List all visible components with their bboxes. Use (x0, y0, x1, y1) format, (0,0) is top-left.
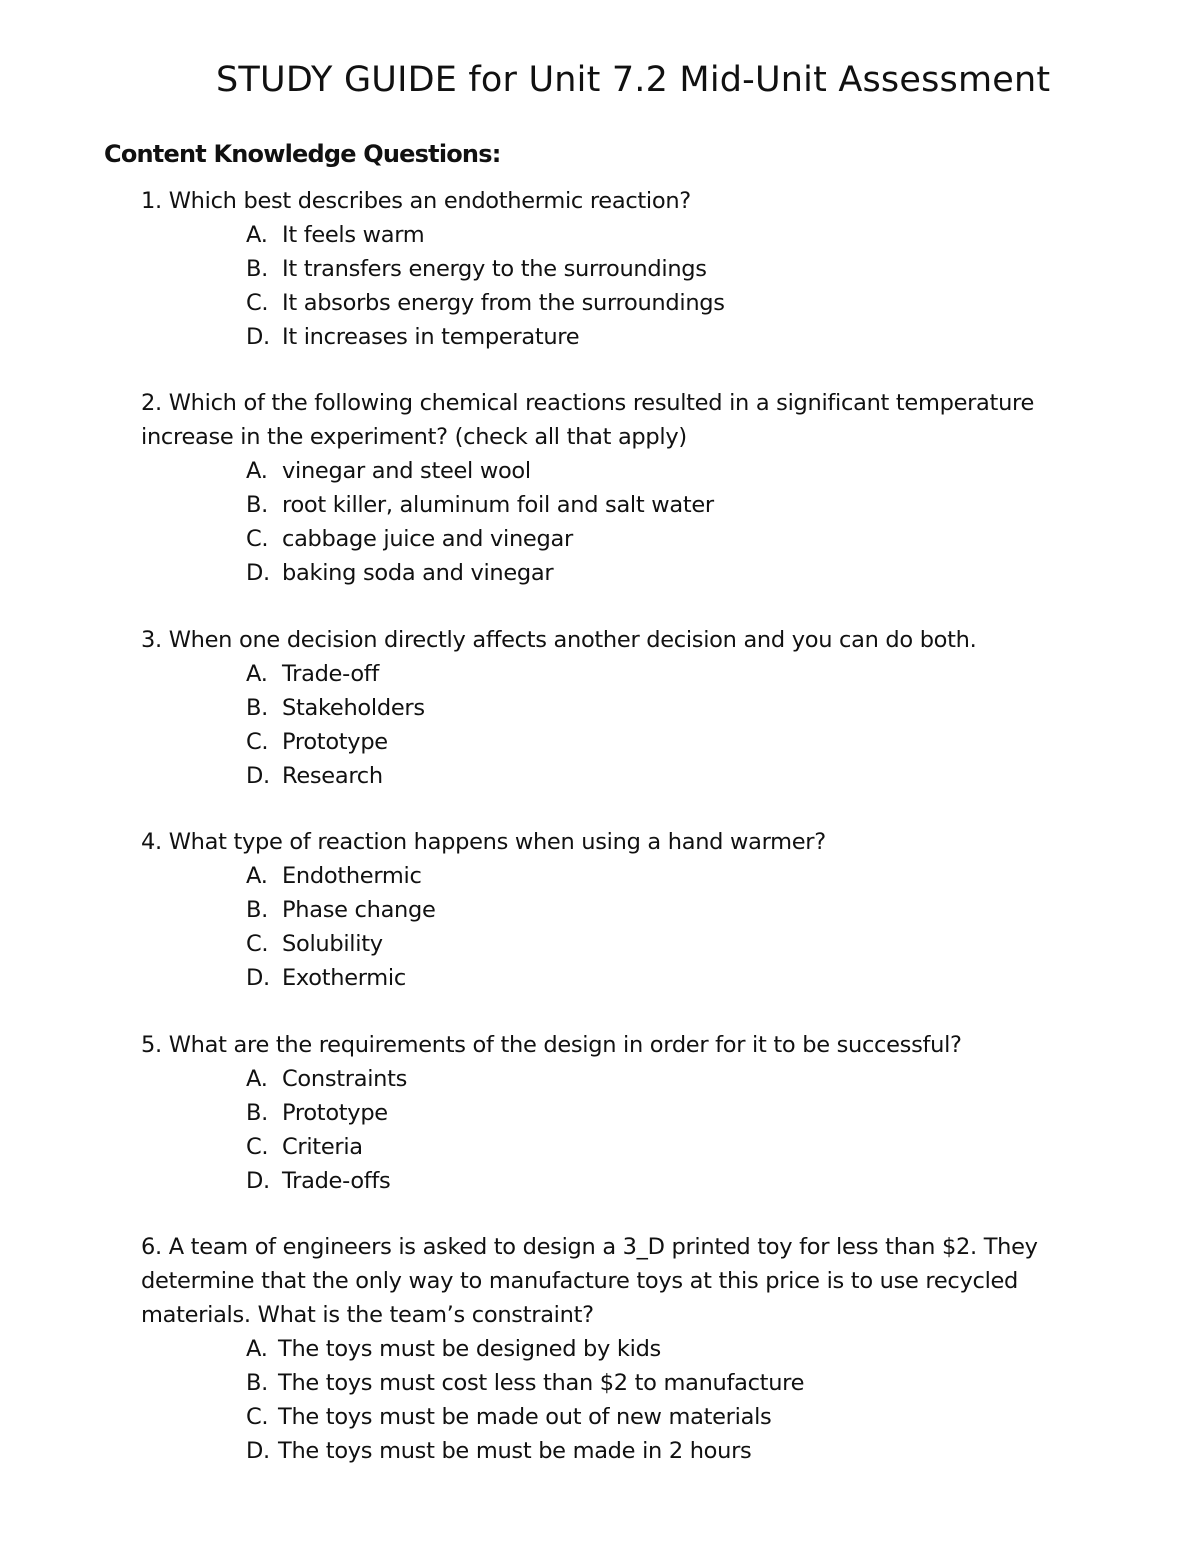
option-text: Stakeholders (282, 695, 425, 721)
question-line: Which best describes an endothermic reaction? (168, 188, 691, 214)
option-text: Prototype (282, 1100, 388, 1126)
option-text: The toys must cost less than $2 to manufacture (278, 1370, 805, 1396)
option-text: Criteria (282, 1134, 363, 1160)
option-text: Prototype (282, 729, 388, 755)
option-text: The toys must be must be made in 2 hours (278, 1438, 752, 1464)
question-number: 4. (141, 829, 162, 855)
option-letter: C. (246, 290, 269, 316)
question-line: materials. What is the team’s constraint? (141, 1302, 594, 1328)
question-line: When one decision directly affects another decision and you can do both. (168, 627, 977, 653)
option-text: Exothermic (282, 965, 406, 991)
answer-option-a (246, 1062, 1131, 1096)
question-line (141, 1230, 1131, 1264)
option-text: Trade-offs (282, 1168, 391, 1194)
answer-option-b (246, 893, 1131, 927)
option-letter: B. (246, 1100, 268, 1126)
answer-option-d (246, 759, 1131, 793)
option-letter: A. (246, 1066, 268, 1092)
answer-option-a (246, 657, 1131, 691)
option-text: It transfers energy to the surroundings (282, 256, 707, 282)
option-letter: C. (246, 931, 269, 957)
option-letter: C. (246, 1134, 269, 1160)
option-letter: D. (246, 1168, 270, 1194)
question-line: What type of reaction happens when using a hand warmer? (168, 829, 826, 855)
answer-option-d (246, 556, 1131, 590)
answer-option-a (246, 218, 1131, 252)
option-text: It absorbs energy from the surroundings (282, 290, 725, 316)
question-number: 5. (141, 1032, 162, 1058)
question-1-text (141, 184, 1131, 218)
option-letter: C. (246, 526, 269, 552)
answer-option-a (246, 454, 1131, 488)
answer-option-b (246, 488, 1131, 522)
option-letter: A. (246, 458, 268, 484)
question-6 (141, 1230, 1131, 1468)
question-4-text (141, 825, 1131, 859)
question-line-text: Which of the following chemical reactions resulted in a significant temperature (168, 390, 1035, 416)
question-2-text (141, 386, 1131, 454)
option-text: The toys must be designed by kids (278, 1336, 661, 1362)
option-text: Solubility (282, 931, 383, 957)
option-text: Research (282, 763, 383, 789)
option-letter: B. (246, 695, 268, 721)
option-letter: D. (246, 965, 270, 991)
question-number: 6. (141, 1234, 162, 1260)
option-text: Constraints (282, 1066, 408, 1092)
answer-option-d (246, 1164, 1131, 1198)
question-5-text (141, 1028, 1131, 1062)
answer-option-c (246, 1400, 1131, 1434)
option-letter: A. (246, 222, 268, 248)
question-number: 2. (141, 390, 162, 416)
option-letter: A. (246, 863, 268, 889)
question-6-text (141, 1230, 1131, 1332)
answer-options (141, 657, 1131, 793)
option-letter: B. (246, 1370, 268, 1396)
option-text: vinegar and steel wool (282, 458, 531, 484)
option-text: Endothermic (282, 863, 422, 889)
page-title: STUDY GUIDE for Unit 7.2 Mid-Unit Assessment (216, 60, 1051, 100)
option-letter: C. (246, 1404, 269, 1430)
answer-options (141, 859, 1131, 995)
answer-option-c (246, 522, 1131, 556)
option-text: root killer, aluminum foil and salt water (282, 492, 714, 518)
question-3 (141, 623, 1131, 793)
option-letter: B. (246, 492, 268, 518)
question-line: increase in the experiment? (check all that apply) (141, 424, 687, 450)
option-letter: B. (246, 256, 268, 282)
question-4 (141, 825, 1131, 995)
option-text: It feels warm (282, 222, 425, 248)
answer-option-d (246, 961, 1131, 995)
option-text: baking soda and vinegar (282, 560, 554, 586)
answer-option-b (246, 691, 1131, 725)
answer-option-b (246, 1096, 1131, 1130)
question-line: What are the requirements of the design in order for it to be successful? (168, 1032, 962, 1058)
answer-option-b (246, 252, 1131, 286)
answer-options (141, 454, 1131, 590)
answer-option-b (246, 1366, 1131, 1400)
option-text: cabbage juice and vinegar (282, 526, 573, 552)
question-3-text (141, 623, 1131, 657)
question-line: determine that the only way to manufacture toys at this price is to use recycled (141, 1268, 1019, 1294)
answer-option-c (246, 725, 1131, 759)
option-letter: D. (246, 324, 270, 350)
option-letter: C. (246, 729, 269, 755)
answer-option-c (246, 286, 1131, 320)
question-5 (141, 1028, 1131, 1198)
answer-options (141, 1332, 1131, 1468)
answer-options (141, 1062, 1131, 1198)
question-line-text: A team of engineers is asked to design a 3_D printed toy for less than $2. They (168, 1234, 1038, 1260)
option-text: Trade-off (282, 661, 380, 687)
answer-option-d (246, 1434, 1131, 1468)
option-text: The toys must be made out of new materials (278, 1404, 772, 1430)
answer-option-c (246, 1130, 1131, 1164)
option-text: Phase change (282, 897, 436, 923)
question-number: 1. (141, 188, 162, 214)
question-2 (141, 386, 1131, 590)
answer-option-a (246, 859, 1131, 893)
option-letter: D. (246, 560, 270, 586)
question-1 (141, 184, 1131, 354)
option-letter: B. (246, 897, 268, 923)
option-text: It increases in temperature (282, 324, 580, 350)
option-letter: A. (246, 1336, 268, 1362)
answer-option-d (246, 320, 1131, 354)
option-letter: D. (246, 763, 270, 789)
answer-option-a (246, 1332, 1131, 1366)
question-line (141, 386, 1131, 420)
section-heading: Content Knowledge Questions: (104, 140, 501, 168)
answer-option-c (246, 927, 1131, 961)
answer-options (141, 218, 1131, 354)
option-letter: A. (246, 661, 268, 687)
option-letter: D. (246, 1438, 270, 1464)
question-number: 3. (141, 627, 162, 653)
